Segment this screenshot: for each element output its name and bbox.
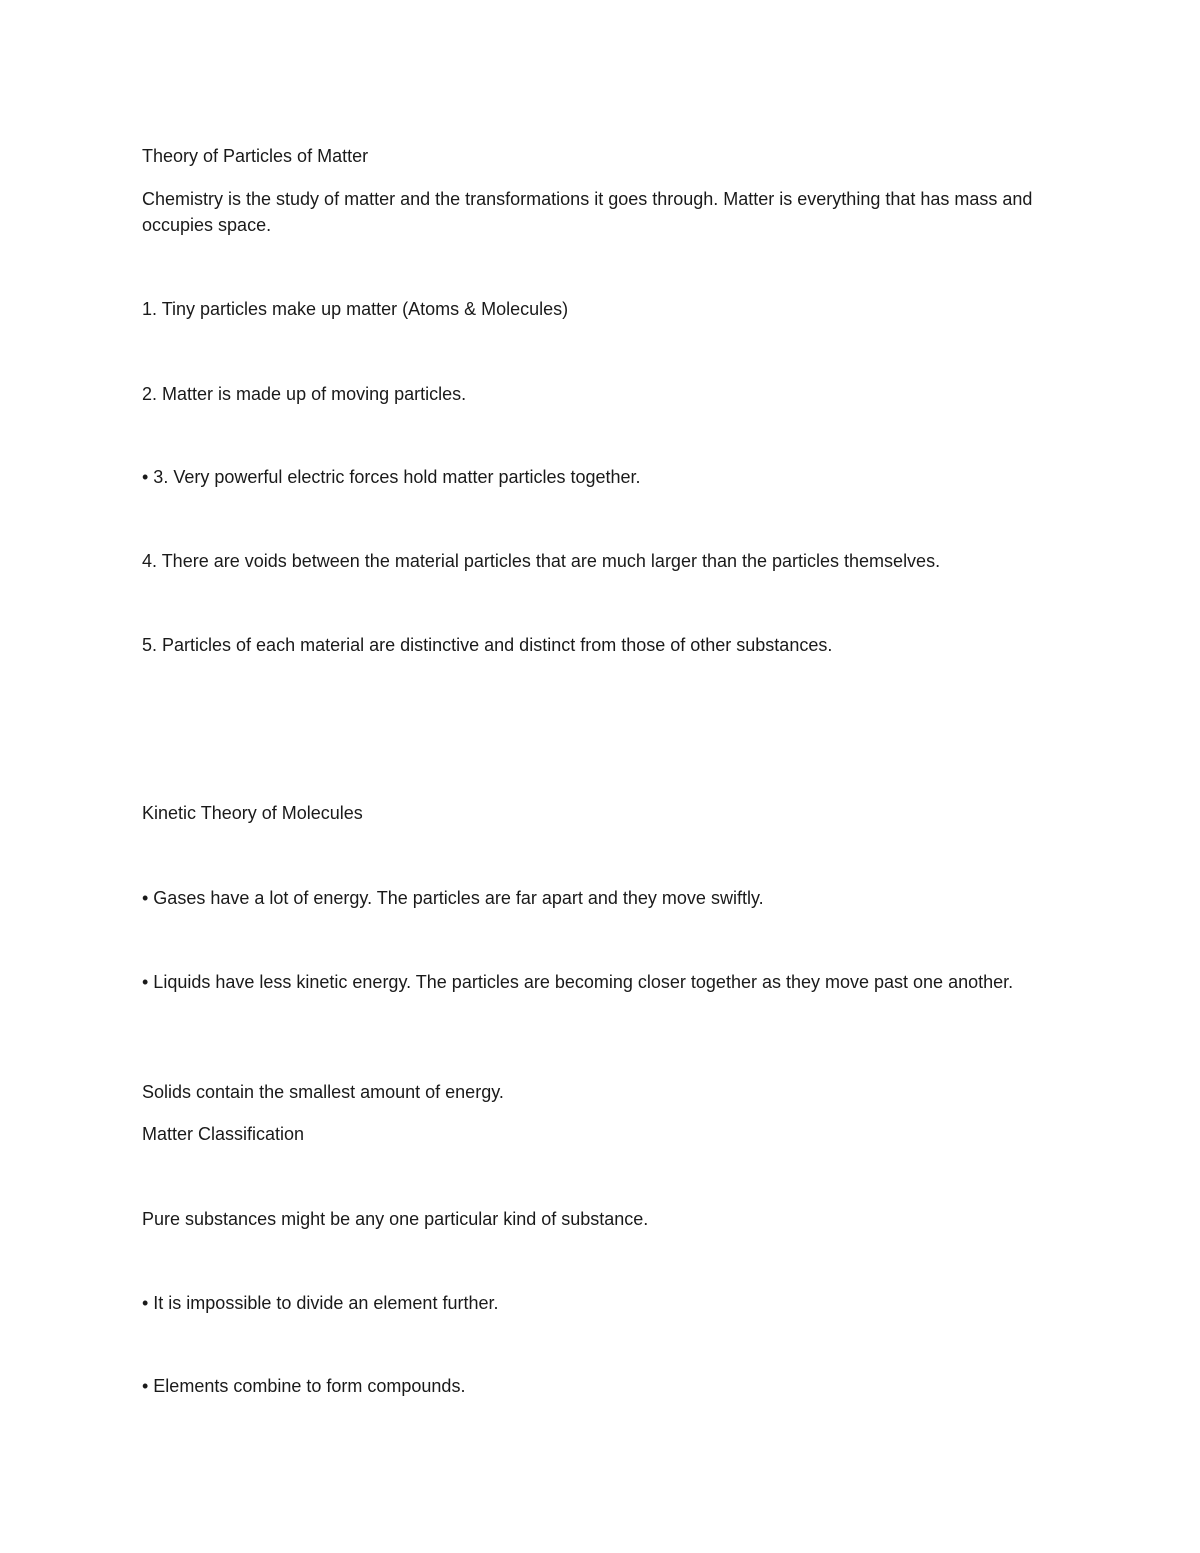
point-5: 5. Particles of each material are distinctive and distinct from those of other substances.	[142, 635, 833, 655]
point-3: • 3. Very powerful electric forces hold matter particles together.	[142, 467, 641, 487]
heading-kinetic-theory: Kinetic Theory of Molecules	[142, 803, 363, 823]
point-4: 4. There are voids between the material particles that are much larger than the particles themselves.	[142, 551, 941, 571]
pure-substances-text: Pure substances might be any one particular kind of substance.	[142, 1209, 649, 1229]
bullet-gases: • Gases have a lot of energy. The particles are far apart and they move swiftly.	[142, 888, 764, 908]
bullet-compounds: • Elements combine to form compounds.	[142, 1376, 466, 1396]
bullet-element: • It is impossible to divide an element further.	[142, 1293, 499, 1313]
point-1: 1. Tiny particles make up matter (Atoms & Molecules)	[142, 299, 569, 319]
heading-matter-classification: Matter Classification	[142, 1124, 305, 1144]
intro-paragraph: Chemistry is the study of matter and the transformations it goes through. Matter is everything that has mass and occupies space.	[142, 189, 1033, 235]
point-2: 2. Matter is made up of moving particles.	[142, 384, 467, 404]
solids-text: Solids contain the smallest amount of energy.	[142, 1082, 504, 1102]
heading-theory-of-particles: Theory of Particles of Matter	[142, 146, 369, 166]
bullet-liquids: • Liquids have less kinetic energy. The particles are becoming closer together as they move past one another.	[142, 972, 1014, 992]
